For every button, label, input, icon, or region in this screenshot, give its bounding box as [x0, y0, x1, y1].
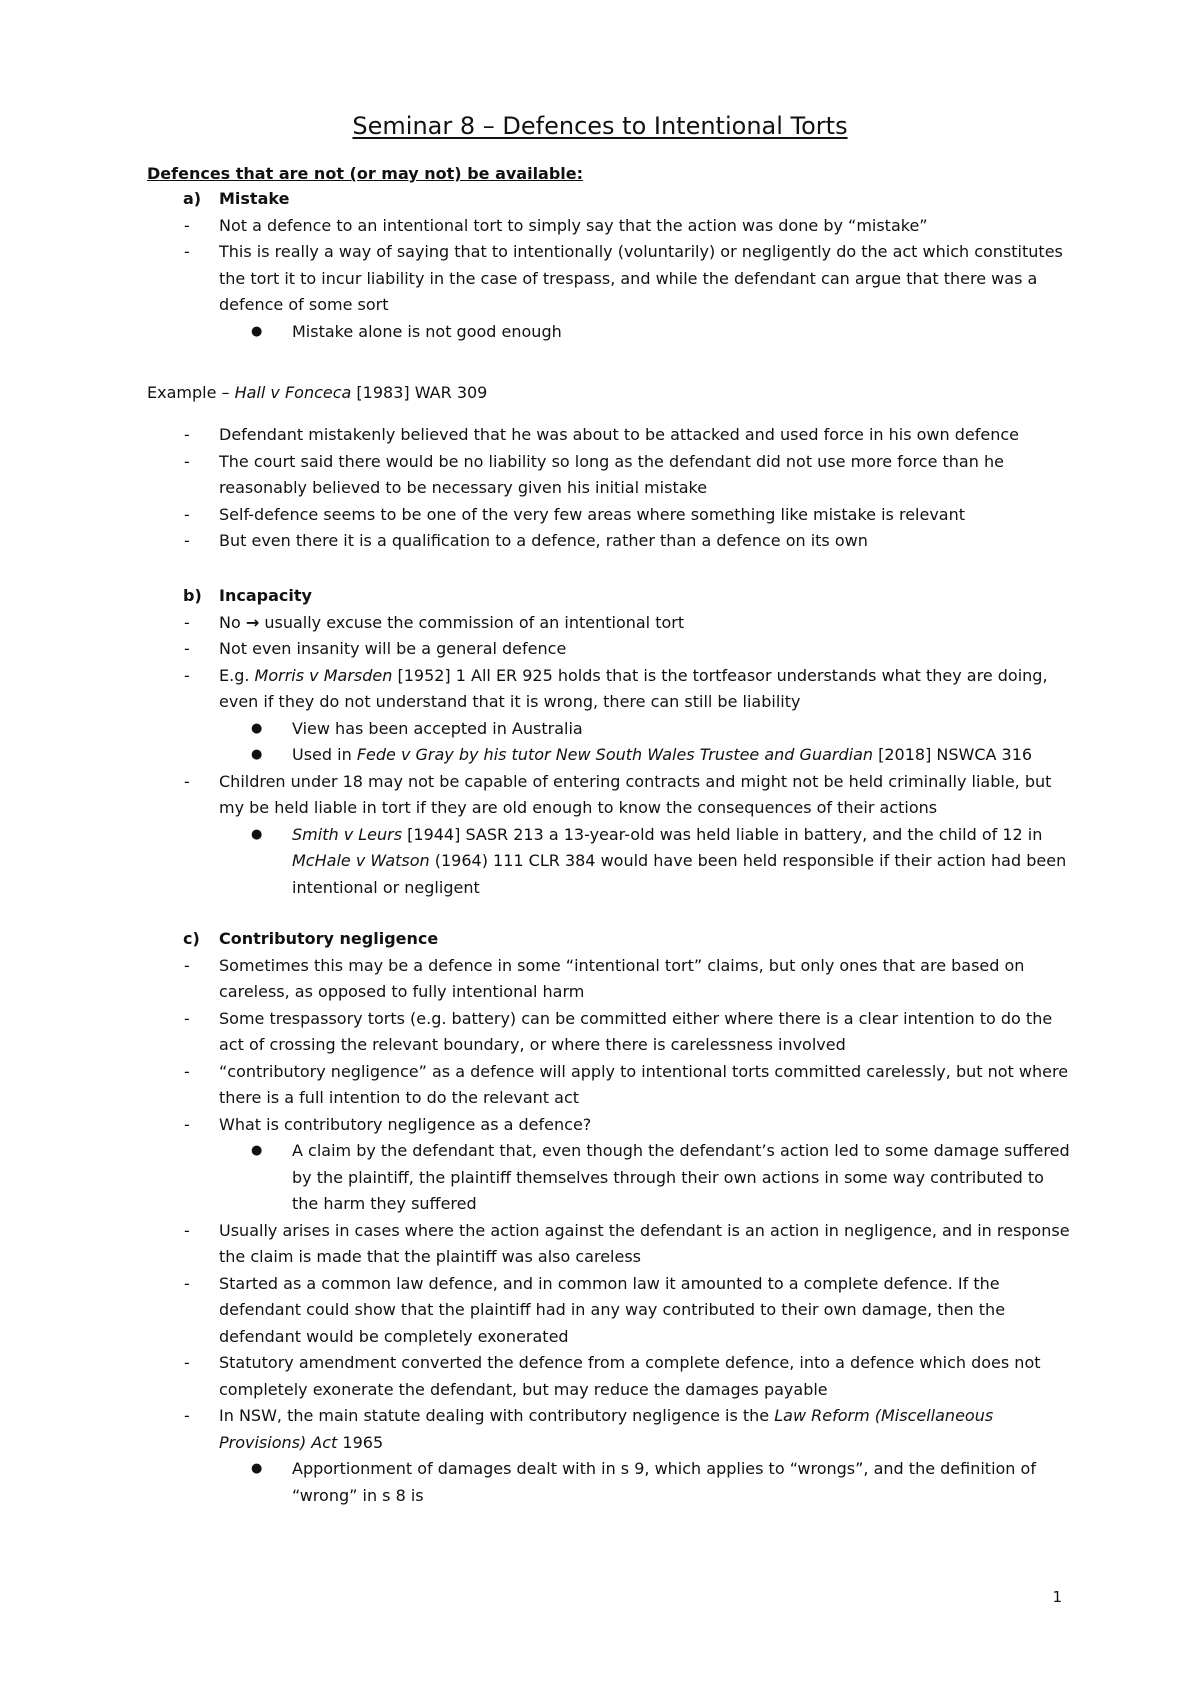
list-item: - Started as a common law defence, and in common law it amounted to a complete defence. If the defendant could show that the plaintiff had in any way contributed to their own damage, then the defendant would be completely exonerated	[184, 1273, 1006, 1346]
case-name: Fede v Gray by his tutor New South Wales Trustee and Guardian	[356, 745, 874, 764]
section-mistake	[0, 186, 1200, 345]
list-item: - Usually arises in cases where the action against the defendant is an action in negligence, and in response the claim is made that the plaintiff was also careless	[184, 1220, 1070, 1266]
list-item: - What is contributory negligence as a defence?	[184, 1114, 592, 1134]
arrow-icon: →	[245, 612, 260, 632]
section-heading: b) Incapacity	[0, 583, 1200, 610]
section-incapacity	[0, 583, 1200, 901]
case-name: Morris v Marsden	[254, 665, 393, 685]
list-item: - Not a defence to an intentional tort to simply say that the action was done by “mistake”	[184, 215, 928, 235]
case-name: Smith v Leurs	[292, 824, 403, 844]
bullet-icon: ●	[251, 323, 263, 339]
list-item: - In NSW, the main statute dealing with contributory negligence is the Law Reform (Miscellaneous Provisions) Act 1965	[184, 1406, 994, 1452]
example-line: Example – Hall v Fonceca [1983] WAR 309	[147, 383, 488, 402]
example-points	[0, 422, 1200, 555]
bullet-item: ● Smith v Leurs [1944] SASR 213 a 13-year-old was held liable in battery, and the child of 12 in McHale v Watson (1964) 111 CLR 384 would have been held responsible if their action had been intentional or negligent	[0, 822, 1200, 902]
bullet-icon: ●	[251, 826, 263, 842]
section-heading: a) Mistake	[0, 186, 1200, 213]
section-label: b)	[183, 586, 202, 605]
list-item: - The court said there would be no liability so long as the defendant did not use more force than he reasonably believed to be necessary given his initial mistake	[184, 451, 1004, 497]
section-heading: c) Contributory negligence	[0, 926, 1200, 953]
list-item: - Sometimes this may be a defence in some “intentional tort” claims, but only ones that are based on careless, as opposed to fully intentional harm	[184, 955, 1025, 1001]
list-item: - “contributory negligence” as a defence will apply to intentional torts committed carelessly, but not where there is a full intention to do the relevant act	[184, 1061, 1069, 1107]
section-label: a)	[183, 189, 202, 208]
list-item: - E.g. Morris v Marsden [1952] 1 All ER 925 holds that is the tortfeasor understands what they are doing, even if they do not understand that it is wrong, there can still be liability	[184, 665, 1048, 711]
bullet-item: ● Apportionment of damages dealt with in s 9, which applies to “wrongs”, and the definition of “wrong” in s 8 is	[0, 1456, 1200, 1509]
list-item: - Defendant mistakenly believed that he was about to be attacked and used force in his own defence	[184, 425, 1019, 444]
bullet-item: ● View has been accepted in Australia	[0, 716, 1200, 743]
bullet-item: ● Used in Fede v Gray by his tutor New South Wales Trustee and Guardian [2018] NSWCA 316	[0, 742, 1200, 769]
case-name: McHale v Watson	[292, 851, 430, 870]
list-item: - This is really a way of saying that to intentionally (voluntarily) or negligently do the act which constitutes the tort it to incur liability in the case of trespass, and while the defendant can argue that there was a defence of some sort	[184, 242, 1063, 314]
list-item: - Self-defence seems to be one of the very few areas where something like mistake is relevant	[184, 504, 966, 524]
list-item: - Statutory amendment converted the defence from a complete defence, into a defence which does not completely exonerate the defendant, but may reduce the damages payable	[184, 1353, 1041, 1399]
list-item: - Children under 18 may not be capable of entering contracts and might not be held criminally liable, but my be held liable in tort if they are old enough to know the consequences of their actions	[184, 771, 1052, 817]
bullet-icon: ●	[251, 747, 263, 762]
page-title: Seminar 8 – Defences to Intentional Torts	[352, 112, 848, 140]
section-label: c)	[183, 929, 200, 948]
list-item: - No → usually excuse the commission of an intentional tort	[184, 612, 685, 632]
bullet-icon: ●	[251, 1461, 263, 1476]
bullet-item: ● A claim by the defendant that, even though the defendant’s action led to some damage suffered by the plaintiff, the plaintiff themselves through their own actions in some way contributed to the harm they suffered	[0, 1138, 1200, 1218]
bullet-item: ● Mistake alone is not good enough	[0, 319, 1200, 346]
list-item: - Not even insanity will be a general defence	[184, 639, 567, 658]
bullet-icon: ●	[251, 1143, 263, 1158]
statute-name: Law Reform (Miscellaneous Provisions) Act	[219, 1406, 994, 1452]
list-item: - But even there it is a qualification to a defence, rather than a defence on its own	[184, 531, 868, 550]
list-item: - Some trespassory torts (e.g. battery) can be committed either where there is a clear intention to do the act of crossing the relevant boundary, or where there is carelessness involved	[184, 1008, 1053, 1054]
section-contributory-negligence	[0, 926, 1200, 1509]
bullet-icon: ●	[251, 720, 263, 736]
subheading: Defences that are not (or may not) be available:	[147, 164, 584, 183]
page-number: 1	[1052, 1588, 1062, 1606]
case-name: Hall v Fonceca	[234, 383, 352, 402]
